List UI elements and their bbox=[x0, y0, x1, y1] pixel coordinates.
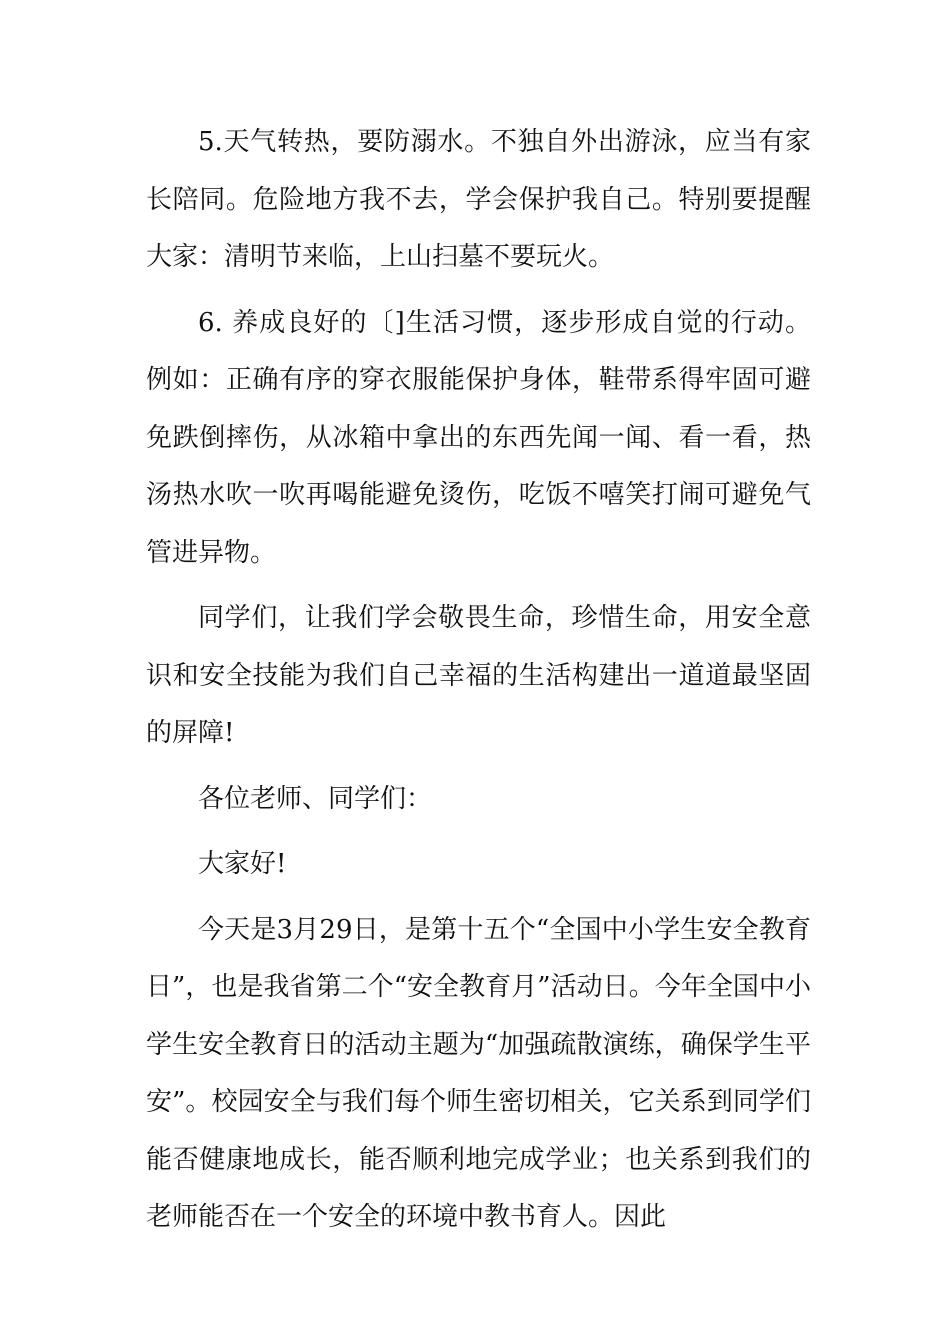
paragraph-salutation: 各位老师、同学们： bbox=[198, 783, 433, 814]
paragraph-safety-day: 今天是3月29日，是第十五个“全国中小学生安全教育日”，也是我省第二个“安全教育月”活动日。今年全国中小学生安全教育日的活动主题为“加强疏散演练，确保学生平安”。校园安全与我们每个师生密切相关，它关系到同学们能否健康地成长，能否顺利地完成学业；也关系到我们的老师能否在一个安全的环境中教书育人。因此 bbox=[146, 914, 811, 1232]
paragraph-living-habits: 6. 养成良好的〔]生活习惯，逐步形成自觉的行动。例如：正确有序的穿衣服能保护身体，鞋带系得牢固可避免跌倒摔伤，从冰箱中拿出的东西先闻一闻、看一看，热汤热水吹一吹再喝能避免烫伤，吃饭不嘻笑打闹可避免气管进异物。 bbox=[146, 307, 811, 568]
paragraph-drowning-safety: 5.天气转热，要防溺水。不独自外出游泳，应当有家长陪同。危险地方我不去，学会保护我自己。特别要提醒大家：清明节来临，上山扫墓不要玩火。 bbox=[146, 127, 811, 272]
document-body bbox=[146, 114, 811, 1247]
paragraph-greeting: 大家好! bbox=[198, 849, 287, 879]
paragraph-respect-life: 同学们，让我们学会敬畏生命，珍惜生命，用安全意识和安全技能为我们自己幸福的生活构建出一道道最坚固的屏障! bbox=[146, 603, 811, 748]
